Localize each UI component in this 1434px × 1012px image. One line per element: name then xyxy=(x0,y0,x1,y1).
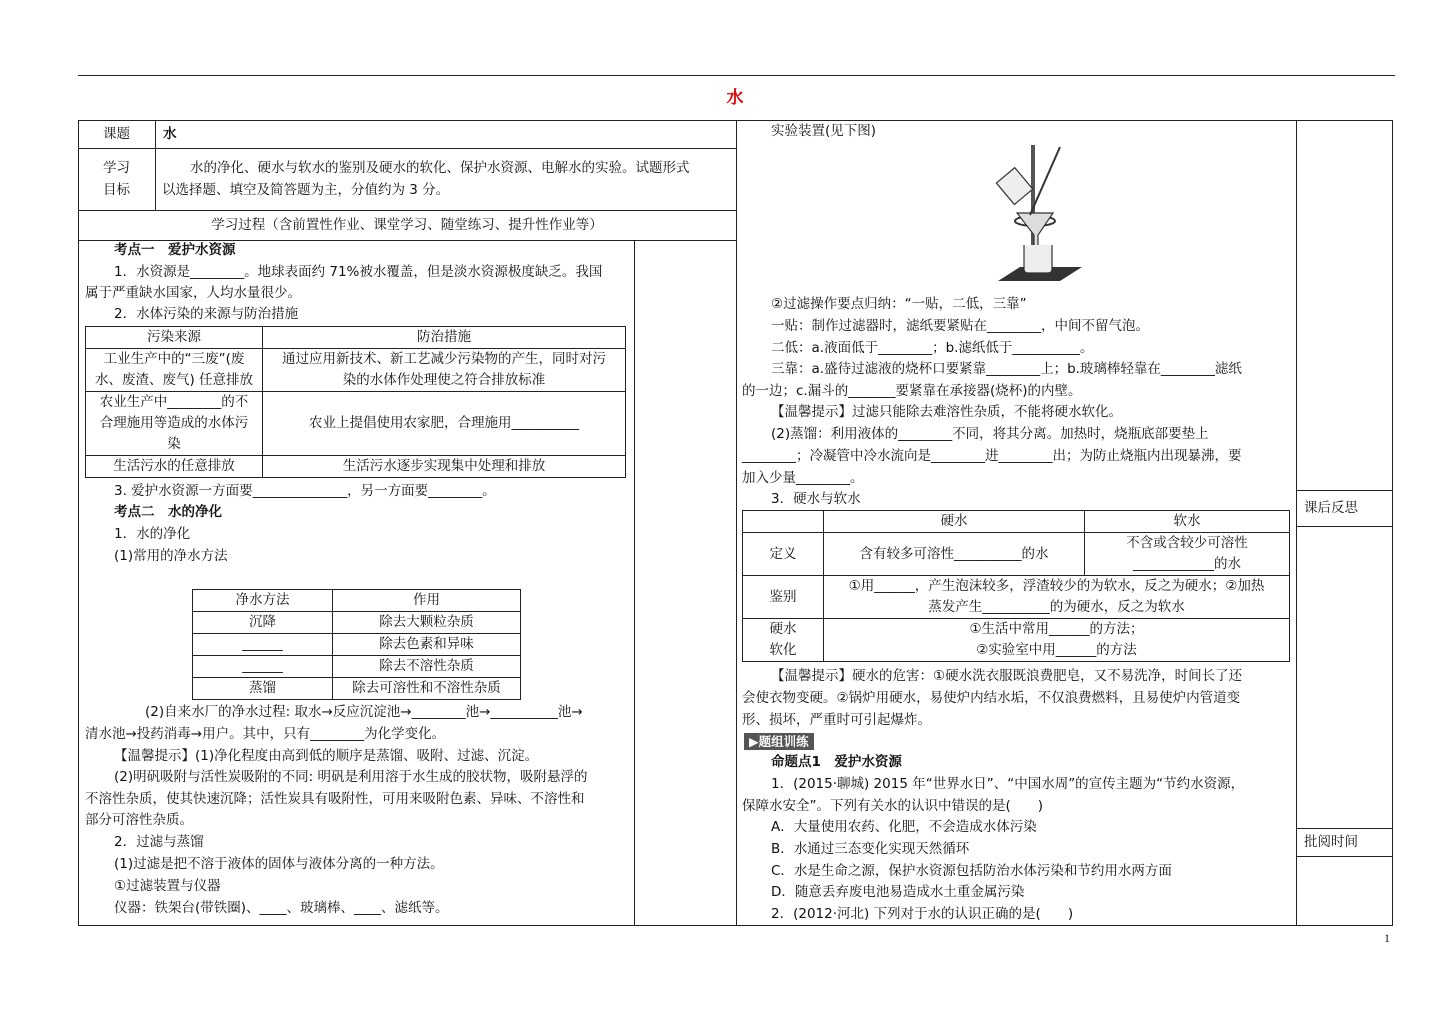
right-text: 一贴：制作过滤器时，滤纸要紧贴在________，中间不留气泡。 xyxy=(771,318,1149,334)
header-label-divider xyxy=(155,120,156,210)
table-row xyxy=(193,634,521,656)
cell-line: 合理施用等造成的水体污 xyxy=(99,415,249,431)
table-row xyxy=(743,619,1290,662)
top-rule xyxy=(78,75,1395,76)
purify-table xyxy=(192,589,521,700)
process-header: 学习过程（含前置性作业、课堂学习、随堂练习、提升性作业等） xyxy=(211,217,603,233)
question-option: D．随意丢弃废电池易造成水土重金属污染 xyxy=(771,884,1025,900)
cell-line: ①生活中常用______的方法； xyxy=(969,621,1144,637)
section-k1-title: 考点一 爱护水资源 xyxy=(114,242,236,258)
right-text: ________；冷凝管中冷水流向是________进________出；为防止烧瓶内出现暴沸，要 xyxy=(742,448,1242,464)
column-divider xyxy=(736,120,737,926)
goal-label-2: 目标 xyxy=(103,182,130,198)
right-text: 3．硬水与软水 xyxy=(771,491,861,507)
left-text: ①过滤装置与仪器 xyxy=(114,878,221,894)
table-cell: 生活污水的任意排放 xyxy=(86,456,263,478)
right-text: 加入少量________。 xyxy=(742,470,864,486)
table-cell xyxy=(263,349,626,392)
cell-line: 水、废渣、废气) 任意排放 xyxy=(94,372,254,388)
table-cell: 蒸馏 xyxy=(193,678,333,700)
cell-line: 工业生产中的“三废”(废 xyxy=(103,351,245,367)
goal-label-1: 学习 xyxy=(103,160,130,176)
sidebar-rule xyxy=(1296,828,1393,829)
proposition-title: 命题点1 爱护水资源 xyxy=(771,754,902,770)
table-row xyxy=(86,349,626,392)
header-row1-bottom xyxy=(78,148,736,149)
topic-value: 水 xyxy=(163,126,177,142)
hard-soft-water-table xyxy=(742,510,1290,662)
right-text: 的一边；c.漏斗的_______要紧靠在承接器(烧杯)的内壁。 xyxy=(742,383,1082,399)
sidebar-rule xyxy=(1296,526,1393,527)
cell-line: 蒸发产生__________的为硬水，反之为软水 xyxy=(928,599,1185,615)
tip-text: 不溶性杂质，使其快速沉降；活性炭具有吸附性，可用来吸附色素、异味、不溶性和 xyxy=(85,791,585,807)
tip-text: 【温馨提示】(1)净化程度由高到低的顺序是蒸馏、吸附、过滤、沉淀。 xyxy=(114,748,539,764)
sidebar-divider xyxy=(1296,120,1297,926)
goal-line-2: 以选择题、填空及简答题为主，分值约为 3 分。 xyxy=(162,182,450,198)
tip-text: (2)明矾吸附与活性炭吸附的不同: 明矾是利用溶于水生成的胶状物，吸附悬浮的 xyxy=(114,769,588,785)
table-cell: 除去可溶性和不溶性杂质 xyxy=(333,678,521,700)
cell-line: 硬水 xyxy=(769,621,797,637)
right-text: 三靠：a.盛待过滤液的烧杯口要紧靠________上；b.玻璃棒轻靠在________滤纸 xyxy=(771,361,1242,377)
page-title: 水 xyxy=(726,88,744,108)
cell-line: 农业生产中________的不 xyxy=(99,394,249,410)
table-row xyxy=(193,590,521,612)
review-time-label: 批阅时间 xyxy=(1304,834,1358,850)
left-text: 1．水的净化 xyxy=(114,526,191,542)
table-cell: 除去大颗粒杂质 xyxy=(333,612,521,634)
question-text: 保障水安全”。下列有关水的认识中错误的是( ) xyxy=(742,798,1044,814)
table-row xyxy=(193,656,521,678)
cell-line: 染 xyxy=(167,436,181,452)
cell-line: 染的水体作处理使之符合排放标准 xyxy=(342,372,546,388)
table-cell xyxy=(1085,533,1290,576)
cell-line: 通过应用新技术、新工艺减少污染物的产生，同时对污 xyxy=(282,351,606,367)
tip-text: 部分可溶性杂质。 xyxy=(85,812,193,828)
question-text: 2．(2012·河北) 下列对于水的认识正确的是( ) xyxy=(771,906,1074,922)
table-header: 作用 xyxy=(333,590,521,612)
header-row2-bottom xyxy=(78,210,736,211)
table-row xyxy=(86,392,626,456)
table-header: 硬水 xyxy=(824,511,1085,533)
question-option: C．水是生命之源，保护水资源包括防治水体污染和节约用水两方面 xyxy=(771,863,1172,879)
tip-text: 【温馨提示】过滤只能除去难溶性杂质，不能将硬水软化。 xyxy=(771,404,1122,420)
question-option: A．大量使用农药、化肥，不会造成水体污染 xyxy=(771,819,1037,835)
table-cell: 除去色素和异味 xyxy=(333,634,521,656)
right-text: 实验装置(见下图) xyxy=(771,123,877,139)
frame-right xyxy=(1392,120,1393,926)
question-text: 1．(2015·聊城) 2015 年“世界水日”、“中国水周”的宣传主题为“节约水资源， xyxy=(771,776,1245,792)
table-row xyxy=(193,612,521,634)
table-header: 净水方法 xyxy=(193,590,333,612)
tip-text: 会使衣物变硬。②锅炉用硬水，易使炉内结水垢，不仅浪费燃料，且易使炉内管道变 xyxy=(742,690,1241,706)
tip-text: 【温馨提示】硬水的危害：①硬水洗衣服既浪费肥皂，又不易洗净，时间长了还 xyxy=(771,668,1243,684)
practice-badge: ▶题组训练 xyxy=(744,733,814,750)
left-text: 3. 爱护水资源一方面要______________，另一方面要________。 xyxy=(114,483,496,499)
table-cell xyxy=(86,349,263,392)
table-cell: 生活污水逐步实现集中处理和排放 xyxy=(263,456,626,478)
left-inner-rule xyxy=(634,240,635,926)
left-text: (1)常用的净水方法 xyxy=(114,548,228,564)
table-row xyxy=(743,533,1290,576)
sidebar-rule xyxy=(1296,490,1393,491)
table-row xyxy=(743,576,1290,619)
right-text: (2)蒸馏：利用液体的________不同，将其分离。加热时，烧瓶底部要垫上 xyxy=(771,426,1209,442)
table-row-label: 定义 xyxy=(743,533,824,576)
left-text: 清水池→投药消毒→用户。其中，只有________为化学变化。 xyxy=(85,726,446,742)
table-cell xyxy=(86,392,263,456)
left-text: 2．过滤与蒸馏 xyxy=(114,834,204,850)
reflection-label: 课后反思 xyxy=(1304,500,1358,516)
left-text: (1)过滤是把不溶于液体的固体与液体分离的一种方法。 xyxy=(114,856,444,872)
sidebar-rule xyxy=(1296,856,1393,857)
left-text: 仪器：铁架台(带铁圈)、____、玻璃棒、____、滤纸等。 xyxy=(114,900,449,916)
table-cell: ______ xyxy=(193,634,333,656)
table-cell xyxy=(824,619,1290,662)
table-row-label: 鉴别 xyxy=(743,576,824,619)
filtration-apparatus-illustration xyxy=(990,143,1090,290)
left-text: 1．水资源是________。地球表面约 71%被水覆盖，但是淡水资源极度缺乏。我国 xyxy=(114,264,603,280)
table-row-label xyxy=(743,619,824,662)
topic-label: 课题 xyxy=(103,126,130,142)
table-cell xyxy=(824,576,1290,619)
pollution-table xyxy=(85,326,626,478)
table-header: 防治措施 xyxy=(263,327,626,349)
table-cell: 沉降 xyxy=(193,612,333,634)
table-cell: ______ xyxy=(193,656,333,678)
table-row xyxy=(743,511,1290,533)
table-header: 污染来源 xyxy=(86,327,263,349)
cell-line: ②实验室中用______的方法 xyxy=(976,642,1137,658)
table-cell: 含有较多可溶性__________的水 xyxy=(824,533,1085,576)
cell-line: 软化 xyxy=(769,642,797,658)
cell-line: ____________的水 xyxy=(1133,556,1241,572)
page-number: 1 xyxy=(1384,931,1390,945)
table-header: 软水 xyxy=(1085,511,1290,533)
left-text: (2)自来水厂的净水过程: 取水→反应沉淀池→________池→__________池→ xyxy=(145,704,583,720)
cell-line: ①用______，产生泡沫较多，浮渣较少的为软水，反之为硬水；②加热 xyxy=(848,578,1265,594)
table-row xyxy=(193,678,521,700)
table-cell xyxy=(743,511,824,533)
table-row xyxy=(86,456,626,478)
question-option: B．水通过三态变化实现天然循环 xyxy=(771,841,970,857)
goal-line-1: 水的净化、硬水与软水的鉴别及硬水的软化、保护水资源、电解水的实验。试题形式 xyxy=(190,160,690,176)
left-text: 2．水体污染的来源与防治措施 xyxy=(114,306,299,322)
table-cell: 农业上提倡使用农家肥，合理施用__________ xyxy=(263,392,626,456)
right-text: 二低：a.液面低于________；b.滤纸低于__________。 xyxy=(771,340,1094,356)
table-cell: 除去不溶性杂质 xyxy=(333,656,521,678)
tip-text: 形、损坏，严重时可引起爆炸。 xyxy=(742,712,931,728)
section-k2-title: 考点二 水的净化 xyxy=(114,504,222,520)
table-row xyxy=(86,327,626,349)
cell-line: 不含或含较少可溶性 xyxy=(1126,535,1248,551)
left-text: 属于严重缺水国家，人均水量很少。 xyxy=(85,285,301,301)
right-text: ②过滤操作要点归纳：“一贴，二低，三靠” xyxy=(771,296,1027,312)
